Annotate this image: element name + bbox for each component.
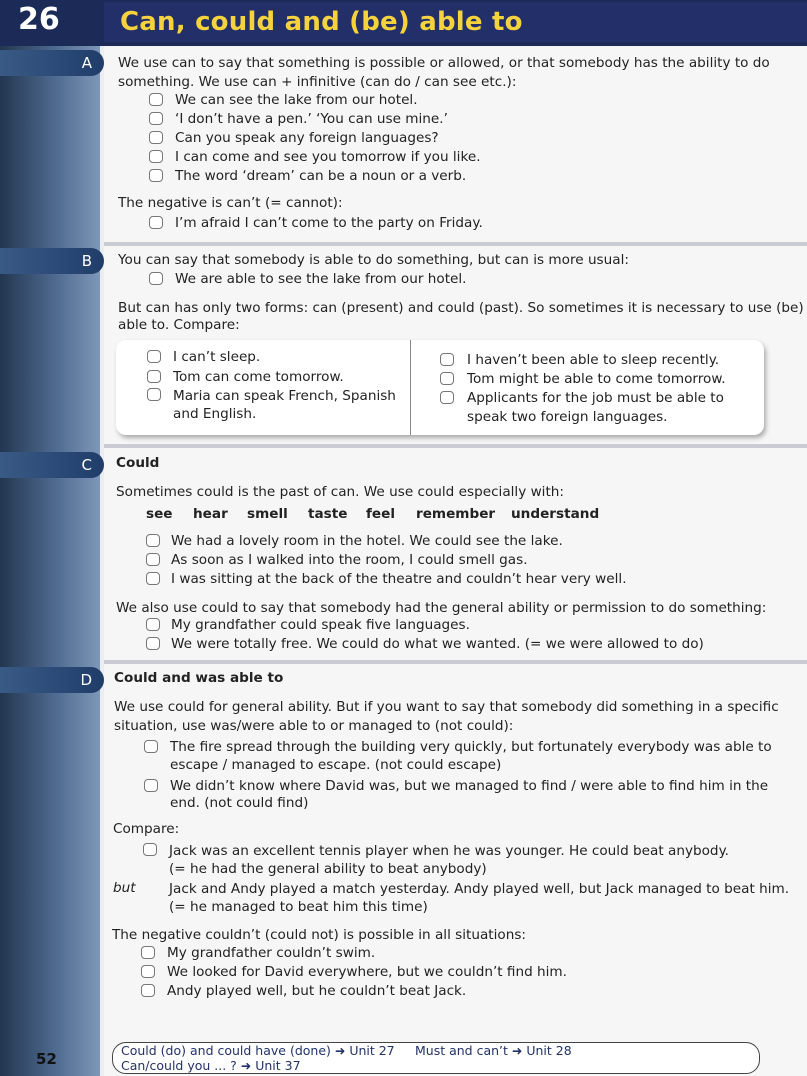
example-marker bbox=[146, 553, 160, 566]
example-marker bbox=[146, 572, 160, 585]
section-label-b: B bbox=[81, 252, 92, 270]
section-c-general-example: My grandfather could speak five languages. bbox=[171, 617, 470, 633]
example-marker bbox=[141, 965, 155, 978]
section-c-example: We had a lovely room in the hotel. We could see the lake. bbox=[171, 533, 563, 549]
section-d-negative-example: Andy played well, but he couldn’t beat Jack. bbox=[167, 983, 467, 999]
section-b-intro: You can say that somebody is able to do something, but can is more usual: bbox=[118, 252, 629, 268]
section-a-example: The word ‘dream’ can be a noun or a verb. bbox=[175, 168, 467, 184]
section-c-general-example: We were totally free. We could do what we wanted. (= we were allowed to do) bbox=[171, 636, 704, 652]
compare-left-item: Maria can speak French, Spanish bbox=[173, 388, 396, 404]
page-number: 52 bbox=[36, 1050, 57, 1068]
section-c-example: As soon as I walked into the room, I could smell gas. bbox=[171, 552, 528, 568]
section-b-example: We are able to see the lake from our hotel. bbox=[175, 271, 467, 287]
example-marker bbox=[146, 534, 160, 547]
cross-reference-link[interactable]: Must and can’t ➜ Unit 28 bbox=[415, 1043, 572, 1058]
section-d-example-1a: The fire spread through the building very quickly, but fortunately everybody was able to bbox=[170, 739, 772, 755]
section-label-c: C bbox=[81, 456, 92, 474]
example-marker bbox=[141, 946, 155, 959]
example-marker bbox=[147, 388, 161, 401]
example-marker bbox=[146, 618, 160, 631]
section-divider bbox=[104, 660, 807, 664]
section-d-heading: Could and was able to bbox=[114, 670, 284, 686]
verb-word: remember bbox=[416, 506, 496, 522]
verb-word: hear bbox=[193, 506, 228, 522]
section-c-heading: Could bbox=[116, 455, 160, 471]
example-marker bbox=[144, 740, 158, 753]
example-marker bbox=[143, 843, 157, 856]
compare-right-item: speak two foreign languages. bbox=[467, 409, 668, 425]
example-marker bbox=[149, 216, 163, 229]
unit-number: 26 bbox=[18, 2, 60, 37]
section-c-example: I was sitting at the back of the theatre and couldn’t hear very well. bbox=[171, 571, 627, 587]
section-d-example-2b: end. (not could find) bbox=[170, 795, 309, 811]
cross-reference-link[interactable]: Could (do) and could have (done) ➜ Unit 27 bbox=[121, 1043, 395, 1058]
section-d-compare-label: Compare: bbox=[113, 821, 180, 837]
example-marker bbox=[440, 391, 454, 404]
example-marker bbox=[149, 131, 163, 144]
example-marker bbox=[149, 112, 163, 125]
compare-left-item: and English. bbox=[173, 406, 257, 422]
section-d-intro-2: situation, use was/were able to or managed to (not could): bbox=[114, 718, 514, 734]
verb-word: see bbox=[146, 506, 173, 522]
section-d-negative-example: We looked for David everywhere, but we couldn’t find him. bbox=[167, 964, 567, 980]
section-label-a: A bbox=[81, 54, 92, 72]
section-b-forms-1: But can has only two forms: can (present) and could (past). So sometimes it is necessary to use (be) bbox=[118, 300, 804, 316]
example-marker bbox=[144, 779, 158, 792]
section-d-compare-1a: Jack was an excellent tennis player when he was younger. He could beat anybody. bbox=[169, 843, 729, 859]
compare-right-item: Applicants for the job must be able to bbox=[467, 390, 724, 406]
section-d-compare-1b: (= he had the general ability to beat anybody) bbox=[169, 861, 487, 877]
page-title: Can, could and (be) able to bbox=[120, 7, 523, 37]
section-a-example: I can come and see you tomorrow if you like. bbox=[175, 149, 481, 165]
section-a-intro-1: We use can to say that something is possible or allowed, or that somebody has the ability to do bbox=[118, 55, 770, 71]
section-d-example-1b: escape / managed to escape. (not could escape) bbox=[170, 757, 502, 773]
example-marker bbox=[440, 372, 454, 385]
but-label: but bbox=[113, 880, 136, 896]
section-a-intro-2: something. We use can + infinitive (can do / can see etc.): bbox=[118, 74, 517, 90]
compare-right-item: Tom might be able to come tomorrow. bbox=[467, 371, 726, 387]
section-d-intro-1: We use could for general ability. But if you want to say that somebody did something in a specific bbox=[114, 699, 779, 715]
section-label-d: D bbox=[80, 671, 92, 689]
verb-word: understand bbox=[511, 506, 600, 522]
section-c-general-intro: We also use could to say that somebody had the general ability or permission to do something: bbox=[116, 600, 767, 616]
section-c-intro: Sometimes could is the past of can. We use could especially with: bbox=[116, 484, 564, 500]
verb-word: smell bbox=[247, 506, 288, 522]
section-d-example-2a: We didn’t know where David was, but we managed to find / were able to find him in the bbox=[170, 778, 769, 794]
section-a-example: We can see the lake from our hotel. bbox=[175, 92, 418, 108]
section-b-forms-2: able to. Compare: bbox=[118, 317, 240, 333]
section-tab-b bbox=[0, 248, 104, 274]
section-tab-a bbox=[0, 50, 104, 76]
example-marker bbox=[147, 370, 161, 383]
cross-reference-link[interactable]: Can/could you ... ? ➜ Unit 37 bbox=[121, 1058, 301, 1073]
section-a-example: Can you speak any foreign languages? bbox=[175, 130, 439, 146]
section-tab-c bbox=[0, 452, 104, 478]
compare-divider bbox=[410, 340, 411, 435]
compare-left-item: Tom can come tomorrow. bbox=[173, 369, 344, 385]
example-marker bbox=[147, 350, 161, 363]
section-d-negative-intro: The negative couldn’t (could not) is possible in all situations: bbox=[112, 927, 527, 943]
section-a-example: ‘I don’t have a pen.’ ‘You can use mine.’ bbox=[175, 111, 448, 127]
example-marker bbox=[149, 93, 163, 106]
sidebar-band bbox=[0, 0, 100, 1076]
section-a-negative-intro: The negative is can’t (= cannot): bbox=[118, 195, 343, 211]
example-marker bbox=[141, 984, 155, 997]
verb-word: feel bbox=[366, 506, 396, 522]
compare-right-item: I haven’t been able to sleep recently. bbox=[467, 352, 720, 368]
section-a-negative-example: I’m afraid I can’t come to the party on Friday. bbox=[175, 215, 483, 231]
example-marker bbox=[149, 272, 163, 285]
section-d-compare-2a: Jack and Andy played a match yesterday. Andy played well, but Jack managed to beat him. bbox=[169, 881, 790, 897]
verb-word: taste bbox=[308, 506, 348, 522]
example-marker bbox=[146, 637, 160, 650]
compare-left-item: I can’t sleep. bbox=[173, 349, 261, 365]
section-d-negative-example: My grandfather couldn’t swim. bbox=[167, 945, 376, 961]
section-d-compare-2b: (= he managed to beat him this time) bbox=[169, 899, 428, 915]
section-divider bbox=[104, 242, 807, 246]
example-marker bbox=[440, 353, 454, 366]
section-divider bbox=[104, 444, 807, 448]
section-tab-d bbox=[0, 667, 104, 693]
example-marker bbox=[149, 150, 163, 163]
example-marker bbox=[149, 169, 163, 182]
